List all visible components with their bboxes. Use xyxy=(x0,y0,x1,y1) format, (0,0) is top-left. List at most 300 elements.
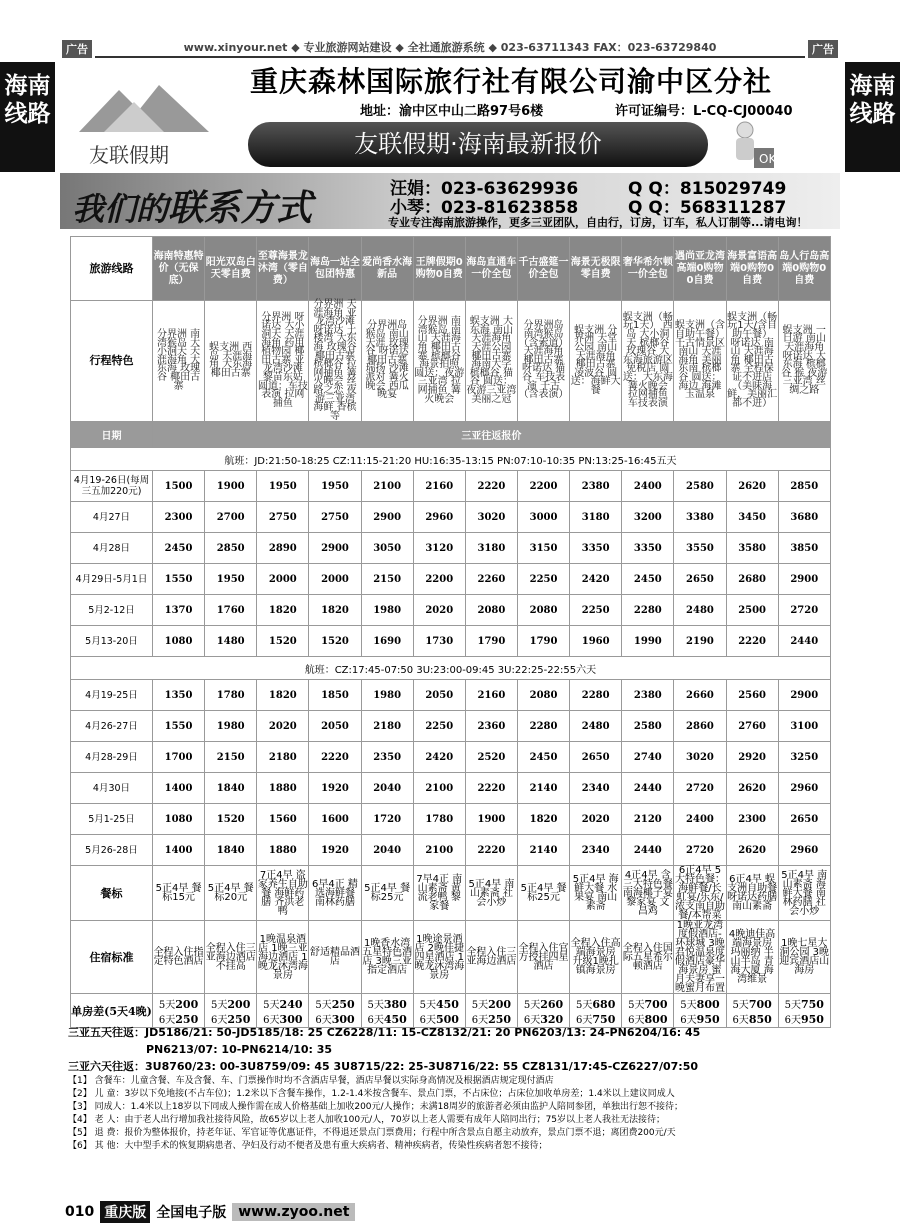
price-cell: 2620 xyxy=(726,471,778,502)
single-diff-line xyxy=(257,996,308,1011)
route-name: 遇尚亚龙湾高端0购物0自费 xyxy=(674,237,726,301)
single-diff-line xyxy=(674,996,725,1011)
contact-phone-2: 小琴：023-81623858 xyxy=(390,198,579,218)
price-cell: 1820 xyxy=(257,595,309,626)
flight-row-2 xyxy=(71,657,831,680)
price-cell: 2140 xyxy=(517,835,569,866)
diff-value: 680 xyxy=(592,997,616,1011)
diff-value: 750 xyxy=(800,997,824,1011)
price-cell: 2700 xyxy=(205,502,257,533)
price-cell: 3020 xyxy=(465,502,517,533)
price-date: 4月19-26日(每周三五加220元) xyxy=(71,471,153,502)
single-diff-cell xyxy=(153,994,205,1028)
diff-prefix: 6天 xyxy=(263,1014,280,1026)
footer-website: www.zyoo.net xyxy=(232,1203,355,1221)
diff-prefix: 5天 xyxy=(576,999,593,1011)
single-diff-line xyxy=(414,996,465,1011)
diff-value: 250 xyxy=(175,1012,199,1026)
price-row xyxy=(71,680,831,711)
diff-prefix: 6天 xyxy=(471,1014,489,1026)
diff-value: 240 xyxy=(279,997,303,1011)
meal-standard: 6正4早 蜈支洲自助餐 呀诺达药膳 南山素斋 xyxy=(726,866,778,921)
price-date: 5月1-25日 xyxy=(71,804,153,835)
price-cell: 3380 xyxy=(674,502,726,533)
diff-value: 950 xyxy=(696,1012,720,1026)
price-cell: 1730 xyxy=(413,626,465,657)
price-cell: 1080 xyxy=(153,626,205,657)
mascot-icon xyxy=(720,120,780,172)
price-cell: 1820 xyxy=(309,595,361,626)
price-row xyxy=(71,835,831,866)
route-name: 千古盛筵一价全包 xyxy=(517,237,569,301)
price-cell: 2420 xyxy=(570,564,622,595)
diff-prefix: 6天 xyxy=(211,1014,228,1026)
price-cell: 2250 xyxy=(413,711,465,742)
meal-standard: 5正4早 餐标20元 xyxy=(205,866,257,921)
diff-prefix: 5天 xyxy=(367,999,384,1011)
notes-section xyxy=(68,1024,838,1153)
diff-value: 260 xyxy=(540,997,564,1011)
price-cell: 1950 xyxy=(205,564,257,595)
price-cell: 1560 xyxy=(257,804,309,835)
price-row xyxy=(71,804,831,835)
diff-prefix: 5天 xyxy=(158,999,176,1011)
price-cell: 1790 xyxy=(517,626,569,657)
flight-info-2: 航班：CZ:17:45-07:50 3U:23:00-09:45 3U:22:25-22:55六天 xyxy=(71,657,831,680)
contact-phone-1: 汪娟：023-63629936 xyxy=(390,179,579,199)
route-feature: 分界洲 呀诺达 大小洞天 天涯海角 药用植物园 椰田古寨 亚龙湾沙滩 黎苗东姑 圆道：车技表演 拉网捕鱼 xyxy=(257,301,309,422)
mountain-logo-icon xyxy=(64,70,224,170)
note-1: 【1】 含餐车：儿童含餐、车及含餐、车、门票操作时均不含酒店早餐，酒店早餐以实际身高情况及根据酒店规定现付酒店 xyxy=(68,1076,554,1086)
single-diff-cell xyxy=(674,994,726,1028)
price-cell: 1690 xyxy=(361,626,413,657)
diff-prefix: 5天 xyxy=(680,999,697,1011)
price-cell: 2100 xyxy=(361,471,413,502)
single-diff-line xyxy=(309,996,360,1011)
diff-value: 250 xyxy=(331,997,355,1011)
route-feature: 蜈支洲 大东海 南山 天涯海角 天涯公园 椰田古寨 海南大学 槟榔谷 猫谷 圆送：夜游三亚湾 美丽之冠 xyxy=(465,301,517,422)
price-row xyxy=(71,502,831,533)
diff-prefix: 6天 xyxy=(628,1014,645,1026)
flight-line-6day: 三亚六天往返：3U8760/23: 00-3U8759/09: 45 3U8715/22: 25-3U8716/22: 55 CZ8131/17:45-CZ6227/07:50 xyxy=(68,1060,698,1073)
price-cell: 1080 xyxy=(153,804,205,835)
single-diff-cell xyxy=(205,994,257,1028)
price-cell: 2900 xyxy=(778,564,830,595)
price-cell: 2220 xyxy=(726,626,778,657)
price-cell: 1880 xyxy=(257,773,309,804)
hotel-standard: 1晚七星大洞公园 3晚迎宾酒店山海房 xyxy=(778,921,830,994)
diff-prefix: 5天 xyxy=(523,999,541,1011)
meal-standard: 6早4正 精选海鲜餐 南林药膳 xyxy=(309,866,361,921)
single-diff-line xyxy=(518,996,569,1011)
single-diff-cell xyxy=(361,994,413,1028)
meal-standard: 7正4早 盗家养生自助餐 海鲜药膳 齐洪老鸭 xyxy=(257,866,309,921)
price-cell: 2860 xyxy=(674,711,726,742)
meal-standard: 4正4早 含三大特色餐 南海椰子宴 黎家宴 文昌鸡 xyxy=(622,866,674,921)
price-cell: 2100 xyxy=(413,835,465,866)
contact-title xyxy=(72,180,312,231)
meal-standard: 5正4早 南山素斋 社会小炒 xyxy=(465,866,517,921)
route-name: 岛人行岛高端0购物0自费 xyxy=(778,237,830,301)
price-date: 5月13-20日 xyxy=(71,626,153,657)
price-cell: 1350 xyxy=(153,680,205,711)
edition-tag: 重庆版 xyxy=(100,1201,150,1223)
price-row xyxy=(71,711,831,742)
price-cell: 1900 xyxy=(205,471,257,502)
hotel-standard: 全程入住指定特色酒店 xyxy=(153,921,205,994)
price-cell: 2200 xyxy=(413,564,465,595)
price-cell: 1520 xyxy=(205,804,257,835)
price-cell: 2400 xyxy=(674,804,726,835)
diff-prefix: 6天 xyxy=(784,1014,801,1026)
single-diff-line xyxy=(727,996,778,1011)
price-cell: 3100 xyxy=(778,711,830,742)
price-cell: 2720 xyxy=(778,595,830,626)
price-cell: 1920 xyxy=(309,773,361,804)
price-cell: 2220 xyxy=(465,773,517,804)
diff-prefix: 6天 xyxy=(315,1014,332,1026)
single-diff-line xyxy=(205,996,256,1011)
price-cell: 2400 xyxy=(622,471,674,502)
price-cell: 1790 xyxy=(465,626,517,657)
price-cell: 2190 xyxy=(674,626,726,657)
price-cell: 1520 xyxy=(257,626,309,657)
slogan: 专业专注海南旅游操作，更多三亚团队，自由行，订房，订车，私人订制等...请电询！ xyxy=(388,216,808,229)
meal-standard: 5正4早 餐标15元 xyxy=(153,866,205,921)
price-row xyxy=(71,742,831,773)
price-cell: 3680 xyxy=(778,502,830,533)
price-date: 5月26-28日 xyxy=(71,835,153,866)
hotel-standard: 1晚温泉酒店 1晚三亚海边酒店 1晚龙沐湾海景房 xyxy=(257,921,309,994)
side-tab-left: 海南线路 xyxy=(0,62,55,172)
price-cell: 3450 xyxy=(726,502,778,533)
flight-line-5day: 三亚五天往返：JD5186/21: 50-JD5185/18: 25 CZ6228/11: 15-CZ8132/21: 20 PN6203/13: 24-PN6204/16: 45 xyxy=(68,1026,701,1039)
route-feature: 分界洲 南湾猴岛 南山 天涯海角 椰田古寨 槟榔谷 海景拍照 圆送：夜游三亚湾 拉网捕鱼 篝火晚会 xyxy=(413,301,465,422)
diff-value: 250 xyxy=(488,1012,512,1026)
diff-value: 200 xyxy=(227,997,251,1011)
hotel-standard: 1晚途景酒店 2晚佳捷四星酒店 1晚龙沐湾海景房 xyxy=(413,921,465,994)
hotel-standard: 1晚香水湾五星特色酒店 3晚三亚指定酒店 xyxy=(361,921,413,994)
price-cell: 2480 xyxy=(570,711,622,742)
diff-prefix: 5天 xyxy=(419,999,436,1011)
price-cell: 3850 xyxy=(778,533,830,564)
route-feature: 分界洲 天涯海角 亚龙湾沙滩 呀诺达 土楼湾 大东海 玫瑰谷 椰田古寨 槟榔谷 拉网捕鱼 篝火晚会 丝路之恋 夜游三亚湾 海鲜 香槟等 xyxy=(309,301,361,422)
single-diff-cell xyxy=(622,994,674,1028)
price-cell: 2380 xyxy=(570,471,622,502)
side-tab-right: 海南线路 xyxy=(845,62,900,172)
diff-prefix: 6天 xyxy=(576,1014,593,1026)
route-feature: 蜈支洲 一日游 南山 天涯海角 呀诺达 大东海 槟榔谷 猴 夜游三亚湾 丝绸之路 xyxy=(778,301,830,422)
route-feature: 分界洲岛 南湾猴岛（含索道） 天涯海角 椰田古寨 呀诺达 猫谷 车技表演 千古（含表演） xyxy=(517,301,569,422)
hotel-standard: 全程入住三亚海边酒店 xyxy=(465,921,517,994)
hotel-standard: 全程入住三亚海边酒店 不挂高 xyxy=(205,921,257,994)
hotel-standard: 全程入住国际五星希尔顿酒店 xyxy=(622,921,674,994)
meal-standard: 5正4早 海鲜大餐 水果宴 南山素斋 xyxy=(570,866,622,921)
price-cell: 1980 xyxy=(205,711,257,742)
price-cell: 1920 xyxy=(309,835,361,866)
price-cell: 2440 xyxy=(622,773,674,804)
price-cell: 2040 xyxy=(361,773,413,804)
diff-value: 500 xyxy=(435,1012,459,1026)
price-cell: 2220 xyxy=(465,835,517,866)
header-row xyxy=(71,237,831,301)
diff-prefix: 6天 xyxy=(732,1014,749,1026)
price-cell: 2050 xyxy=(309,711,361,742)
price-cell: 2080 xyxy=(517,680,569,711)
price-cell: 2620 xyxy=(726,773,778,804)
price-cell: 2000 xyxy=(309,564,361,595)
price-cell: 2520 xyxy=(465,742,517,773)
price-cell: 3350 xyxy=(622,533,674,564)
price-cell: 1850 xyxy=(309,680,361,711)
price-cell: 2440 xyxy=(622,835,674,866)
top-line-text: www.xinyour.net ◆ 专业旅游网站建设 ◆ 全社通旅游系统 ◆ 023-63711343 FAX：023-63729840 xyxy=(183,41,717,54)
price-cell: 2900 xyxy=(778,680,830,711)
price-cell: 2140 xyxy=(517,773,569,804)
diff-value: 250 xyxy=(227,1012,251,1026)
price-cell: 1370 xyxy=(153,595,205,626)
meal-standard: 7早4正 南山素斋 黄流老鸭 黎家餐 xyxy=(413,866,465,921)
price-cell: 3050 xyxy=(361,533,413,564)
diff-prefix: 5天 xyxy=(471,999,489,1011)
price-cell: 2740 xyxy=(622,742,674,773)
price-cell: 2750 xyxy=(257,502,309,533)
price-cell: 2920 xyxy=(726,742,778,773)
price-date: 4月28-29日 xyxy=(71,742,153,773)
price-cell: 2000 xyxy=(257,564,309,595)
contact-qq-2: Q Q：568311287 xyxy=(628,198,787,218)
price-cell: 3120 xyxy=(413,533,465,564)
company-logo xyxy=(64,70,224,170)
price-cell: 1820 xyxy=(517,804,569,835)
price-cell: 2150 xyxy=(361,564,413,595)
note-6: 【6】 其 他：大中型手术的恢复期病患者、孕妇及行动不便者及患有重大疾病者、精神疾病者，传染性疾病者恕不接待； xyxy=(68,1141,548,1151)
price-cell: 3350 xyxy=(570,533,622,564)
price-cell: 2220 xyxy=(465,471,517,502)
hotel-standard: 全程入住官方授挂四星酒店 xyxy=(517,921,569,994)
diff-value: 200 xyxy=(488,997,512,1011)
company-address: 地址：渝中区中山二路97号6楼 xyxy=(360,104,544,119)
price-cell: 2250 xyxy=(570,595,622,626)
price-cell: 1550 xyxy=(153,564,205,595)
price-cell: 2420 xyxy=(413,742,465,773)
price-cell: 1400 xyxy=(153,773,205,804)
route-name: 爱尚香水海新品 xyxy=(361,237,413,301)
price-cell: 2340 xyxy=(570,773,622,804)
price-cell: 2450 xyxy=(153,533,205,564)
price-cell: 1520 xyxy=(309,626,361,657)
diff-value: 850 xyxy=(748,1012,772,1026)
price-cell: 2650 xyxy=(778,804,830,835)
route-name: 王牌假期0购物0自费 xyxy=(413,237,465,301)
price-cell: 2890 xyxy=(257,533,309,564)
price-cell: 2260 xyxy=(465,564,517,595)
footer xyxy=(65,1201,355,1223)
price-cell: 2250 xyxy=(517,564,569,595)
route-header-label: 旅游线路 xyxy=(71,237,153,301)
route-name: 海南特惠特价（无保底） xyxy=(153,237,205,301)
price-cell: 2960 xyxy=(778,835,830,866)
price-cell: 1980 xyxy=(361,680,413,711)
company-name: 重庆森林国际旅行社有限公司渝中区分社 xyxy=(250,65,773,98)
note-5: 【5】 退 费：报价为整体报价，持老年证、军官证等优惠证件，不得退还景点门票费用；行程中所含景点自愿主动放弃，景点门票不退；离团费200元/天 xyxy=(68,1128,676,1138)
price-cell: 2220 xyxy=(309,742,361,773)
diff-prefix: 5天 xyxy=(263,999,280,1011)
price-cell: 2160 xyxy=(465,680,517,711)
price-row xyxy=(71,773,831,804)
route-feature: 分界洲岛 猴岛 南山 天涯 玫瑰谷 呀诺达 椰田古寨 瑞扬 沙滩派对 篝火晚会 西瓜晚宴 xyxy=(361,301,413,422)
price-table xyxy=(70,236,831,1028)
route-name: 海岛直通车一价全包 xyxy=(465,237,517,301)
diff-value: 300 xyxy=(331,1012,355,1026)
hotel-standard: 1晚亚龙湾度假酒店-环球城 3晚君悦温泉度假酒店豪华海景房 蜜月夫妻享一晚蜜月布置 xyxy=(674,920,725,995)
price-date: 4月26-27日 xyxy=(71,711,153,742)
top-contact-line xyxy=(0,36,900,58)
date-header-label: 日期 xyxy=(71,422,153,448)
price-cell: 1700 xyxy=(153,742,205,773)
route-feature: 蜈支洲（畅玩1天/含自助午餐） 呀诺达 南山 天涯海角 椰田古寨 全程保证不进店（美味海鲜，美丽汇都不进） xyxy=(726,301,778,422)
single-diff-cell xyxy=(413,994,465,1028)
diff-value: 950 xyxy=(800,1012,824,1026)
flight-info-1: 航班：JD:21:50-18:25 CZ:11:15-21:20 HU:16:35-13:15 PN:07:10-10:35 PN:13:25-16:45五天 xyxy=(71,448,831,471)
diff-value: 200 xyxy=(175,997,199,1011)
diff-prefix: 6天 xyxy=(367,1014,384,1026)
price-cell: 2150 xyxy=(205,742,257,773)
price-cell: 1760 xyxy=(205,595,257,626)
price-cell: 2760 xyxy=(726,711,778,742)
single-diff-cell xyxy=(465,994,517,1028)
single-diff-line xyxy=(570,996,621,1011)
price-cell: 3180 xyxy=(570,502,622,533)
section-header-label: 三亚往返报价 xyxy=(153,422,831,448)
price-cell: 2900 xyxy=(309,533,361,564)
route-name: 海岛一站全包团特惠 xyxy=(309,237,361,301)
price-cell: 2360 xyxy=(465,711,517,742)
price-cell: 2300 xyxy=(726,804,778,835)
features-row xyxy=(71,301,831,422)
price-cell: 2080 xyxy=(465,595,517,626)
diff-prefix: 6天 xyxy=(419,1014,436,1026)
price-cell: 2500 xyxy=(726,595,778,626)
price-cell: 2280 xyxy=(517,711,569,742)
price-cell: 1600 xyxy=(309,804,361,835)
price-cell: 2180 xyxy=(361,711,413,742)
price-cell: 3580 xyxy=(726,533,778,564)
price-cell: 1950 xyxy=(257,471,309,502)
single-diff-line xyxy=(622,996,673,1011)
price-cell: 2200 xyxy=(517,471,569,502)
price-cell: 2350 xyxy=(361,742,413,773)
meal-standard: 5正4早 餐标25元 xyxy=(517,866,569,921)
single-diff-line xyxy=(466,996,517,1011)
hotels-row xyxy=(71,921,831,994)
price-cell: 2440 xyxy=(778,626,830,657)
price-cell: 2900 xyxy=(361,502,413,533)
price-cell: 2020 xyxy=(570,804,622,835)
price-cell: 2160 xyxy=(413,471,465,502)
diff-value: 700 xyxy=(748,997,772,1011)
edition-label: 全国电子版 xyxy=(156,1205,227,1221)
price-cell: 2280 xyxy=(570,680,622,711)
price-cell: 1880 xyxy=(257,835,309,866)
price-row xyxy=(71,564,831,595)
price-date: 4月30日 xyxy=(71,773,153,804)
meal-standard: 5正4早 餐标25元 xyxy=(361,866,413,921)
price-cell: 2450 xyxy=(622,564,674,595)
price-cell: 3000 xyxy=(517,502,569,533)
single-diff-label: 单房差(5天4晚) xyxy=(71,994,153,1028)
price-cell: 2380 xyxy=(622,680,674,711)
price-cell: 2080 xyxy=(517,595,569,626)
price-date: 4月27日 xyxy=(71,502,153,533)
price-cell: 2050 xyxy=(413,680,465,711)
price-date: 4月19-25日 xyxy=(71,680,153,711)
price-cell: 2020 xyxy=(413,595,465,626)
price-cell: 1990 xyxy=(622,626,674,657)
price-cell: 2280 xyxy=(622,595,674,626)
page-number: 010 xyxy=(65,1204,95,1220)
single-diff-cell xyxy=(726,994,778,1028)
price-cell: 1500 xyxy=(153,471,205,502)
route-feature: 蜈支洲 分界洲 天堂公园 南山 天涯海角 椰田古寨 凌波谷 圆送：海鲜大餐 xyxy=(570,301,622,422)
meals-row xyxy=(71,866,831,921)
note-3: 【3】 同成人：1.4米以上18岁以下同成人操作需在成人价格基础上加收200元/人操作；未满18周岁的旅游者必须由监护人陪同参团，单独出行恕不接待； xyxy=(68,1102,684,1112)
price-cell: 2680 xyxy=(726,564,778,595)
price-cell: 3020 xyxy=(674,742,726,773)
price-cell: 2480 xyxy=(674,595,726,626)
price-cell: 3150 xyxy=(517,533,569,564)
price-cell: 3550 xyxy=(674,533,726,564)
price-cell: 2450 xyxy=(517,742,569,773)
single-diff-cell xyxy=(257,994,309,1028)
svg-text:OK: OK xyxy=(759,152,777,166)
price-cell: 2720 xyxy=(674,835,726,866)
price-row xyxy=(71,626,831,657)
date-section-row xyxy=(71,422,831,448)
single-diff-row xyxy=(71,994,831,1028)
price-cell: 2850 xyxy=(205,533,257,564)
single-diff-line xyxy=(362,996,413,1011)
price-cell: 2300 xyxy=(153,502,205,533)
single-diff-cell xyxy=(517,994,569,1028)
diff-value: 320 xyxy=(540,1012,564,1026)
price-cell: 2560 xyxy=(726,680,778,711)
price-cell: 2100 xyxy=(413,773,465,804)
price-cell: 2750 xyxy=(309,502,361,533)
price-cell: 1780 xyxy=(413,804,465,835)
single-diff-line xyxy=(153,996,204,1011)
price-cell: 3200 xyxy=(622,502,674,533)
diff-value: 750 xyxy=(592,1012,616,1026)
price-cell: 2340 xyxy=(570,835,622,866)
price-cell: 1960 xyxy=(570,626,622,657)
diff-value: 300 xyxy=(279,1012,303,1026)
logo-text: 友联假期 xyxy=(89,143,169,167)
price-cell: 1550 xyxy=(153,711,205,742)
route-feature: 蜈支洲 西岛 天涯海角 大东海 椰田古寨 xyxy=(205,301,257,422)
single-diff-cell xyxy=(778,994,830,1028)
price-cell: 1720 xyxy=(361,804,413,835)
price-cell: 2180 xyxy=(257,742,309,773)
price-cell: 2020 xyxy=(257,711,309,742)
single-diff-line xyxy=(779,996,830,1011)
price-cell: 2650 xyxy=(674,564,726,595)
note-2: 【2】 儿 童：3岁以下免地接(不占车位)；1.2米以下含餐车操作，1.2-1.4米按含餐车、景点门票，不占床位；占床位加收单房差；1.4米以上建议同成人 xyxy=(68,1089,675,1099)
hotel-standard: 舒适精品酒店 xyxy=(309,921,361,994)
price-cell: 2660 xyxy=(674,680,726,711)
contact-title-b: 联系方式 xyxy=(168,188,313,229)
diff-value: 800 xyxy=(696,997,720,1011)
